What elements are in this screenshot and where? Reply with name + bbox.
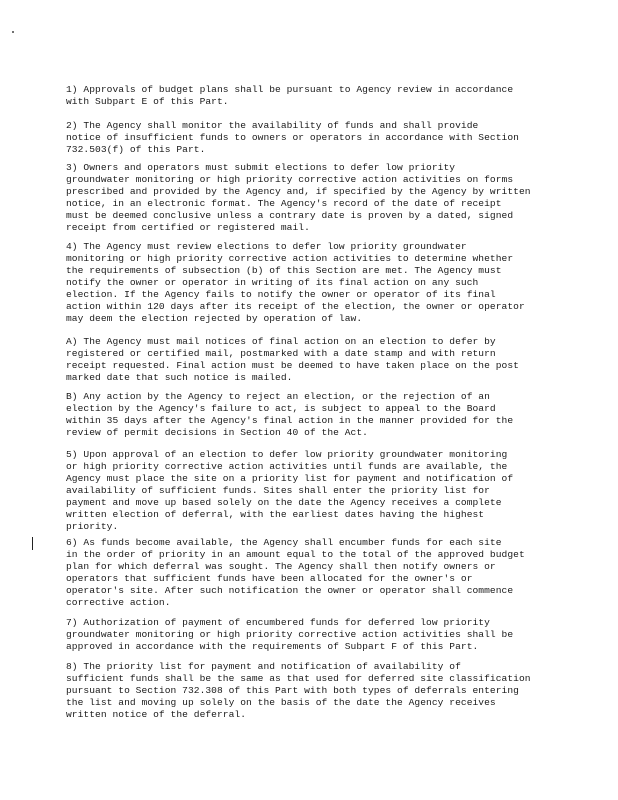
- paragraph-line: election. If the Agency fails to notify the owner or operator of its final: [66, 289, 496, 300]
- paragraph-line: sufficient funds shall be the same as that used for deferred site classification: [66, 673, 531, 684]
- paragraph-line: registered or certified mail, postmarked with a date stamp and with return: [66, 348, 496, 359]
- paragraph-line: receipt requested. Final action must be deemed to have taken place on the post: [66, 360, 519, 371]
- paragraph-line: 3) Owners and operators must submit elections to defer low priority: [66, 162, 456, 173]
- paragraph-line: within 35 days after the Agency's final action in the manner provided for the: [66, 415, 514, 426]
- paragraph-1: [66, 84, 554, 108]
- paragraph-line: priority.: [66, 521, 119, 532]
- paragraph-line: in the order of priority in an amount equal to the total of the approved budget: [66, 549, 525, 560]
- paragraph-line: plan for which deferral was sought. The Agency shall then notify owners or: [66, 561, 496, 572]
- paragraph-line: monitoring or high priority corrective action activities to determine whether: [66, 253, 514, 264]
- paragraph-3: [66, 162, 554, 234]
- paragraph-line: or high priority corrective action activities until funds are available, the: [66, 461, 508, 472]
- paragraph-b: [66, 391, 554, 439]
- paragraph-4: [66, 241, 554, 325]
- paragraph-line: with Subpart E of this Part.: [66, 96, 229, 107]
- paragraph-line: 1) Approvals of budget plans shall be pursuant to Agency review in accordance: [66, 84, 514, 95]
- paragraph-7: [66, 617, 554, 653]
- paragraph-line: approved in accordance with the requirements of Subpart F of this Part.: [66, 641, 479, 652]
- paragraph-line: notice of insufficient funds to owners or operators in accordance with Section: [66, 132, 519, 143]
- paragraph-line: 4) The Agency must review elections to defer low priority groundwater: [66, 241, 467, 252]
- paragraph-line: notify the owner or operator in writing of its final action on any such: [66, 277, 479, 288]
- paragraph-line: 2) The Agency shall monitor the availability of funds and shall provide: [66, 120, 479, 131]
- paragraph-line: availability of sufficient funds. Sites shall enter the priority list for: [66, 485, 490, 496]
- paragraph-a: [66, 336, 554, 384]
- paragraph-line: operators that sufficient funds have been allocated for the owner's or: [66, 573, 473, 584]
- paragraph-line: written notice of the deferral.: [66, 709, 247, 720]
- paragraph-6: [66, 537, 554, 609]
- paragraph-line: 8) The priority list for payment and notification of availability of: [66, 661, 461, 672]
- paragraph-line: the requirements of subsection (b) of this Section are met. The Agency must: [66, 265, 502, 276]
- paragraph-line: pursuant to Section 732.308 of this Part with both types of deferrals entering: [66, 685, 519, 696]
- paragraph-line: 732.503(f) of this Part.: [66, 144, 206, 155]
- paragraph-line: B) Any action by the Agency to reject an election, or the rejection of an: [66, 391, 490, 402]
- paragraph-8: [66, 661, 554, 721]
- paragraph-line: operator's site. After such notification the owner or operator shall commence: [66, 585, 514, 596]
- paragraph-line: 5) Upon approval of an election to defer low priority groundwater monitoring: [66, 449, 508, 460]
- paragraph-line: written election of deferral, with the earliest dates having the highest: [66, 509, 485, 520]
- paragraph-line: Agency must place the site on a priority list for payment and notification of: [66, 473, 514, 484]
- paragraph-line: receipt from certified or registered mail.: [66, 222, 310, 233]
- paragraph-line: corrective action.: [66, 597, 171, 608]
- paragraph-line: action within 120 days after its receipt of the election, the owner or operator: [66, 301, 525, 312]
- paragraph-line: groundwater monitoring or high priority corrective action activities on forms: [66, 174, 514, 185]
- paragraph-5: [66, 449, 554, 533]
- paragraph-line: may deem the election rejected by operation of law.: [66, 313, 363, 324]
- paragraph-line: prescribed and provided by the Agency and, if specified by the Agency by written: [66, 186, 531, 197]
- paragraph-line: groundwater monitoring or high priority corrective action activities shall be: [66, 629, 514, 640]
- paragraph-line: 6) As funds become available, the Agency shall encumber funds for each site: [66, 537, 502, 548]
- paragraph-line: marked date that such notice is mailed.: [66, 372, 293, 383]
- paragraph-line: the list and moving up solely on the basis of the date the Agency receives: [66, 697, 496, 708]
- paragraph-line: payment and move up based solely on the date the Agency receives a complete: [66, 497, 502, 508]
- paragraph-line: 7) Authorization of payment of encumbered funds for deferred low priority: [66, 617, 490, 628]
- paragraph-line: notice, in an electronic format. The Agency's record of the date of receipt: [66, 198, 502, 209]
- paragraph-line: A) The Agency must mail notices of final action on an election to defer by: [66, 336, 496, 347]
- paragraph-line: election by the Agency's failure to act, is subject to appeal to the Board: [66, 403, 496, 414]
- paragraph-2: [66, 120, 554, 156]
- scan-speck: [12, 31, 14, 33]
- revision-bar: [32, 537, 33, 550]
- paragraph-line: review of permit decisions in Section 40 of the Act.: [66, 427, 368, 438]
- paragraph-line: must be deemed conclusive unless a contrary date is proven by a dated, signed: [66, 210, 514, 221]
